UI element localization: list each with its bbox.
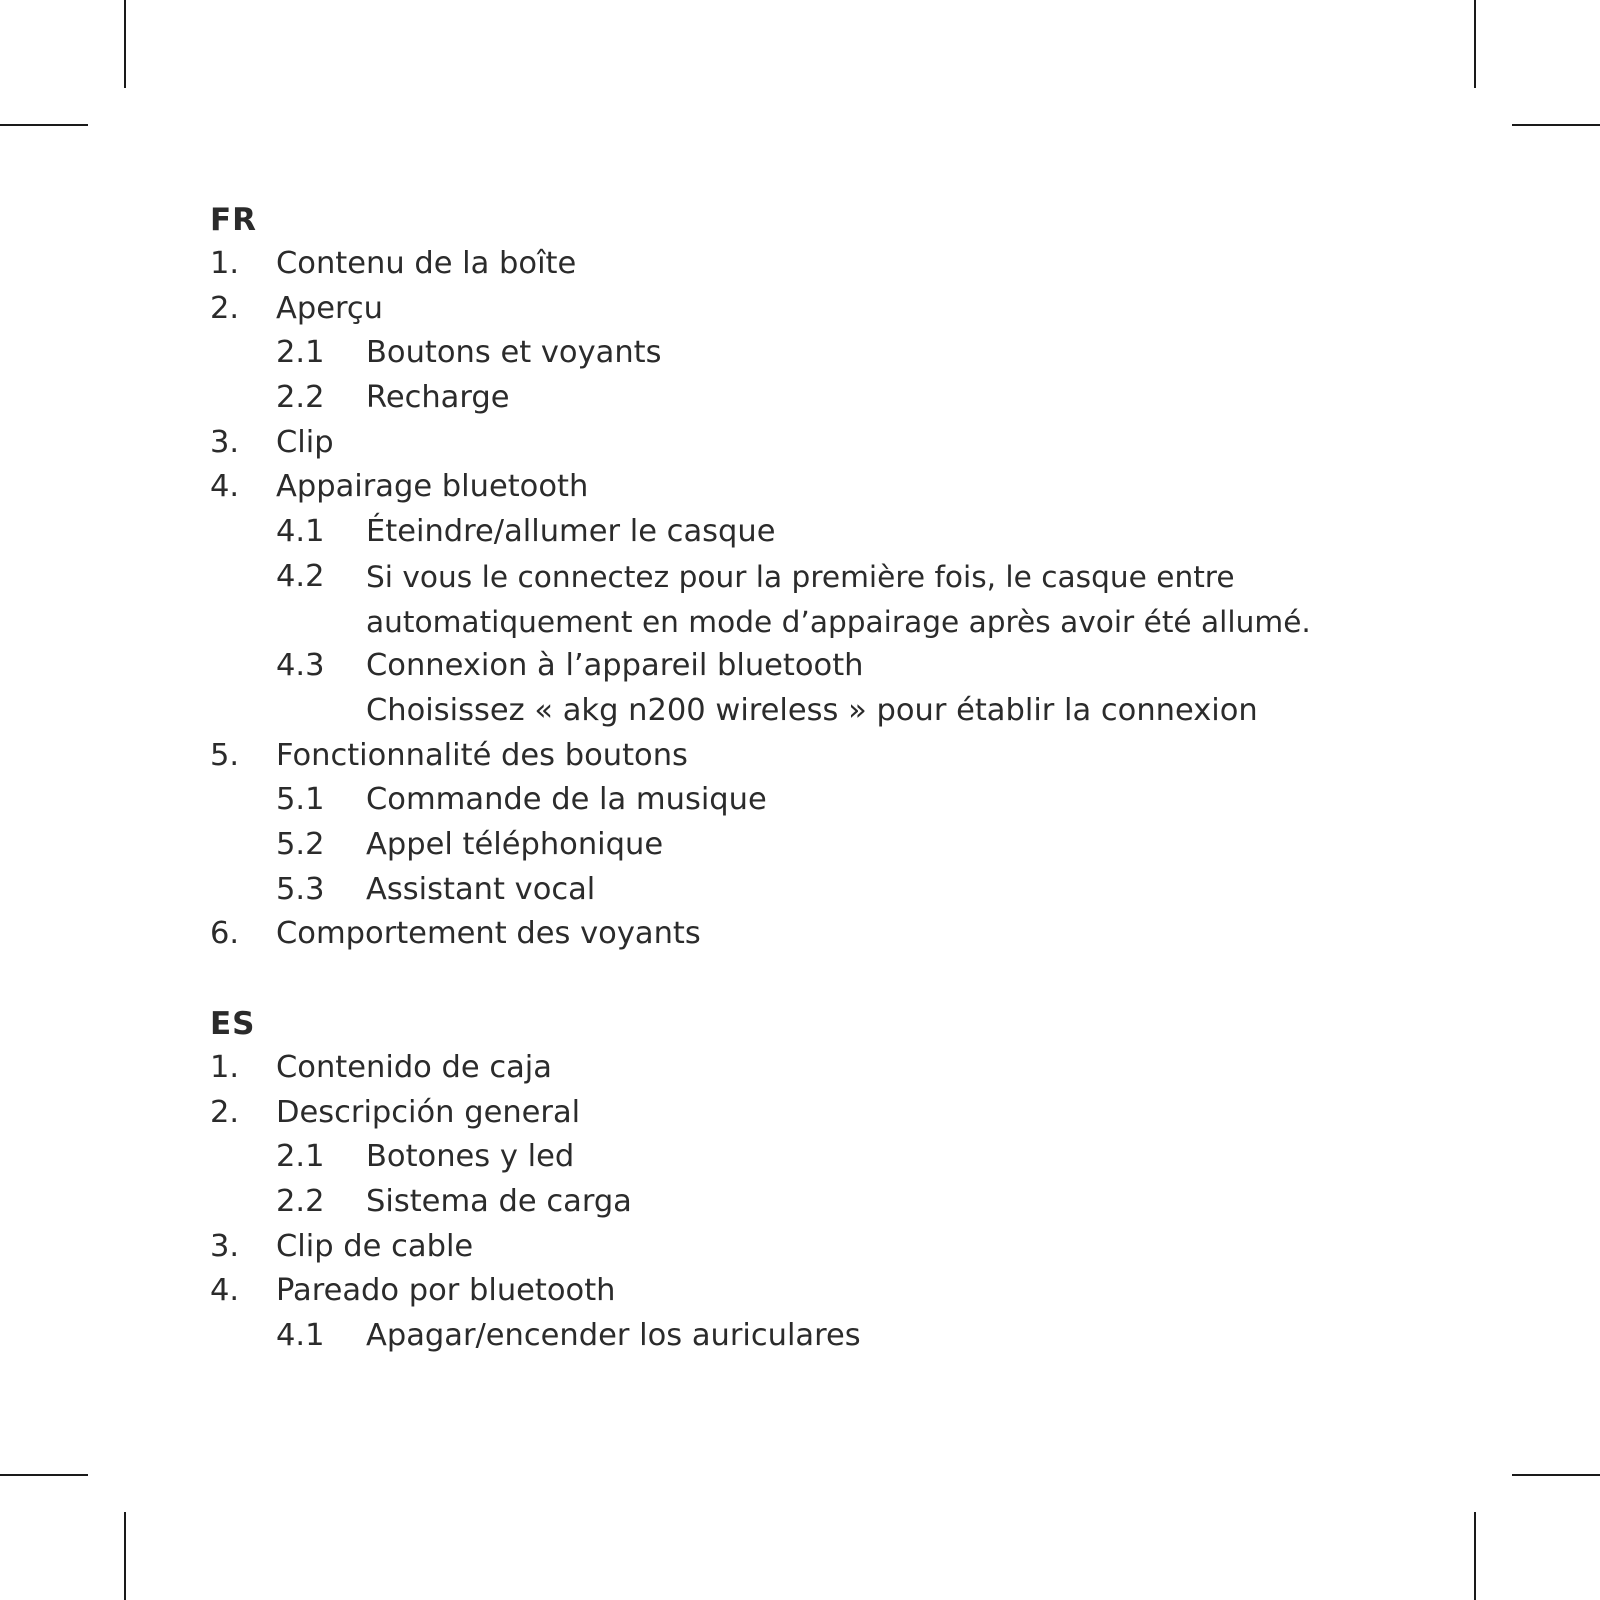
item-text: Contenido de caja — [276, 1050, 552, 1085]
crop-mark-top-left-horizontal — [0, 124, 88, 126]
item-text: Comportement des voyants — [276, 916, 701, 952]
item-number: 2.1 — [276, 335, 325, 371]
toc-item-es-2-1 — [210, 1135, 1510, 1180]
item-number: 3. — [210, 1228, 240, 1264]
item-text: Aperçu — [276, 290, 383, 326]
section-fr — [210, 198, 1510, 957]
item-number: 2. — [210, 1094, 240, 1130]
item-number: 3. — [210, 424, 240, 460]
toc-item-fr-1 — [210, 242, 1510, 287]
item-text: Connexion à l’appareil bluetooth — [366, 648, 864, 684]
toc-item-fr-5-3 — [210, 868, 1510, 913]
item-number: 4.1 — [276, 514, 325, 550]
item-text: Botones y led — [366, 1139, 575, 1175]
item-number: 6. — [210, 916, 240, 952]
item-text: automatiquement en mode d’appairage après avoir été allumé. — [366, 604, 1311, 639]
toc-item-fr-5 — [210, 734, 1510, 779]
toc-item-fr-4-3-continued — [210, 689, 1510, 734]
item-number: 4. — [210, 469, 240, 505]
item-number: 2.2 — [276, 380, 325, 416]
toc-item-fr-3 — [210, 421, 1510, 466]
crop-mark-top-left-vertical — [124, 0, 126, 88]
item-number: 2.1 — [276, 1139, 325, 1175]
toc-item-fr-5-2 — [210, 823, 1510, 868]
item-text: Descripción general — [276, 1094, 581, 1130]
item-number: 5.2 — [276, 826, 325, 862]
item-number: 4.2 — [276, 558, 325, 594]
item-text: Sistema de carga — [366, 1184, 632, 1220]
item-text: Apagar/encender los auriculares — [366, 1318, 861, 1354]
crop-mark-bottom-right-vertical — [1474, 1512, 1476, 1600]
toc-item-es-4 — [210, 1269, 1510, 1314]
toc-item-es-3 — [210, 1225, 1510, 1270]
item-number: 4.3 — [276, 648, 325, 684]
item-number: 4. — [210, 1273, 240, 1309]
item-text: Recharge — [366, 380, 510, 416]
item-text: Clip — [276, 424, 334, 460]
item-text: Fonctionnalité des boutons — [276, 737, 688, 773]
item-number: 4.1 — [276, 1318, 325, 1354]
toc-item-fr-2 — [210, 287, 1510, 332]
toc-item-fr-4-2-continued — [210, 600, 1510, 645]
item-text: Commande de la musique — [366, 782, 767, 818]
crop-mark-bottom-left-vertical — [124, 1512, 126, 1600]
item-number: 1. — [210, 1050, 240, 1085]
toc-item-fr-4-2 — [210, 555, 1510, 600]
language-heading-fr: FR — [210, 202, 258, 238]
section-es — [210, 1002, 1510, 1359]
toc-item-es-4-1 — [210, 1314, 1510, 1359]
toc-item-es-2 — [210, 1091, 1510, 1136]
item-text: Éteindre/allumer le casque — [366, 514, 776, 550]
language-heading-es: ES — [210, 1006, 256, 1042]
toc-item-fr-2-2 — [210, 376, 1510, 421]
item-text: Assistant vocal — [366, 871, 596, 907]
item-text: Contenu de la boîte — [276, 246, 577, 281]
crop-mark-top-right-vertical — [1474, 0, 1476, 88]
item-number: 5.3 — [276, 871, 325, 907]
crop-mark-bottom-left-horizontal — [0, 1474, 88, 1476]
crop-mark-bottom-right-horizontal — [1512, 1474, 1600, 1476]
item-text: Si vous le connectez pour la première fois, le casque entre — [366, 559, 1235, 594]
toc-item-fr-6 — [210, 912, 1510, 957]
toc-item-fr-4-3 — [210, 644, 1510, 689]
item-text: Pareado por bluetooth — [276, 1273, 616, 1309]
toc-item-es-1 — [210, 1046, 1510, 1091]
item-number: 5.1 — [276, 782, 325, 818]
item-text: Appel téléphonique — [366, 826, 664, 862]
item-number: 5. — [210, 737, 240, 773]
toc-item-es-2-2 — [210, 1180, 1510, 1225]
crop-mark-top-right-horizontal — [1512, 124, 1600, 126]
toc-item-fr-5-1 — [210, 778, 1510, 823]
item-number: 1. — [210, 246, 240, 281]
toc-item-fr-2-1 — [210, 331, 1510, 376]
item-number: 2. — [210, 290, 240, 326]
toc-item-fr-4 — [210, 465, 1510, 510]
toc-item-fr-4-1 — [210, 510, 1510, 555]
item-number: 2.2 — [276, 1184, 325, 1220]
item-text: Choisissez « akg n200 wireless » pour établir la connexion — [366, 692, 1258, 728]
item-text: Boutons et voyants — [366, 335, 662, 371]
item-text: Clip de cable — [276, 1228, 474, 1264]
item-text: Appairage bluetooth — [276, 469, 589, 505]
